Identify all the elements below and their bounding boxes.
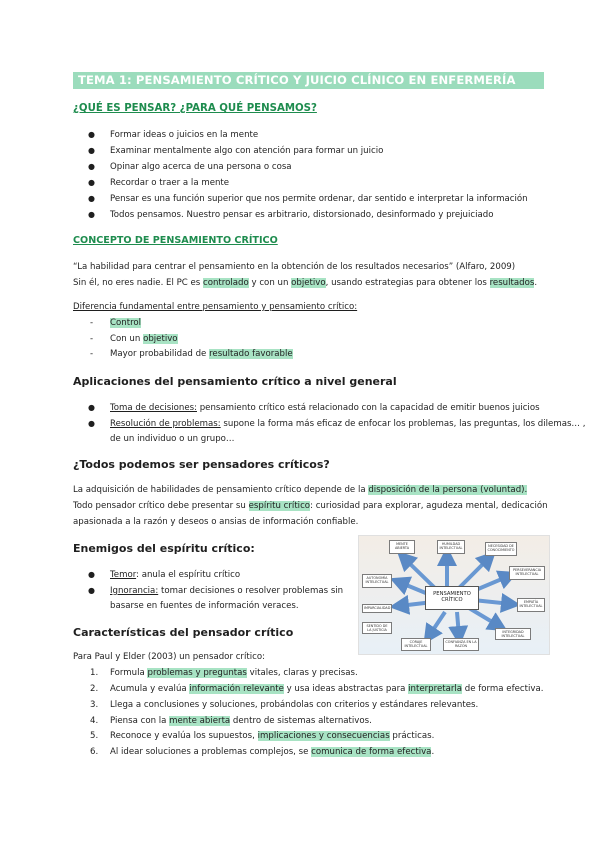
diagram-box: CORAJE INTELECTUAL	[401, 638, 431, 651]
list-item: Opinar algo acerca de una persona o cosa	[110, 162, 292, 172]
page-title: TEMA 1: PENSAMIENTO CRÍTICO Y JUICIO CLÍNICO EN ENFERMERÍA	[78, 73, 516, 87]
bullet-icon: ●	[88, 146, 95, 155]
list-item	[110, 334, 178, 345]
list-item: Examinar mentalmente algo con atención para formar un juicio	[110, 146, 384, 156]
list-item: Pensar es una función superior que nos permite ordenar, dar sentido e interpretar la información	[110, 194, 528, 204]
highlight: controlado	[203, 278, 249, 288]
diagram-box: INTEGRIDAD INTELECTUAL	[495, 628, 531, 640]
list-item	[110, 349, 293, 360]
difference-title: Diferencia fundamental entre pensamiento y pensamiento crítico:	[73, 302, 358, 312]
text: tomar decisiones o resolver problemas sin	[158, 586, 344, 596]
text: Reconoce y evalúa los supuestos,	[110, 731, 258, 741]
highlight: información relevante	[189, 684, 284, 694]
list-item: Formar ideas o juicios en la mente	[110, 130, 259, 140]
bullet-icon: ●	[88, 130, 95, 139]
diagram-box: SENTIDO DE LA JUSTICIA	[362, 622, 392, 634]
list-item	[110, 731, 434, 742]
list-item	[110, 716, 372, 727]
highlight: espíritu crítico	[248, 501, 311, 511]
text: y usa ideas abstractas para	[283, 684, 409, 694]
section-heading-enemigos: Enemigos del espíritu crítico:	[73, 542, 255, 555]
diagram-box: HUMILDAD INTELECTUAL	[437, 540, 465, 554]
bullet-icon: ●	[88, 162, 95, 171]
diagram-box: MENTE ABIERTA	[389, 540, 415, 554]
text: Sin él, no eres nadie. El PC es	[73, 278, 203, 288]
text: La adquisición de habilidades de pensamiento crítico depende de la	[73, 485, 369, 495]
highlight: comunica de forma efectiva	[311, 747, 432, 757]
dash-icon: -	[90, 334, 94, 344]
diagram-center: PENSAMIENTO CRÍTICO	[425, 586, 479, 610]
text: vitales, claras y precisas.	[246, 668, 358, 678]
text: de forma efectiva.	[462, 684, 544, 694]
list-item	[110, 570, 240, 581]
list-item	[110, 318, 141, 329]
text: Acumula y evalúa	[110, 684, 190, 694]
text: , usando estrategias para obtener los	[325, 278, 490, 288]
list-item	[110, 747, 434, 758]
dash-icon: -	[90, 318, 94, 328]
diagram-box: CONFIANZA EN LA RAZÓN	[443, 638, 479, 651]
intro-line: Para Paul y Elder (2003) un pensador crítico:	[73, 652, 265, 662]
highlight: resultado favorable	[209, 349, 293, 359]
section-heading-caracteristicas: Características del pensador crítico	[73, 626, 294, 639]
text: Con un	[110, 334, 144, 344]
list-item: Llega a conclusiones y soluciones, probándolas con criterios y estándares relevantes.	[110, 700, 479, 710]
definition-quote: “La habilidad para centrar el pensamiento en la obtención de los resultados necesarios” (Alfaro, 2009)	[73, 262, 516, 272]
list-item	[110, 668, 358, 679]
bullet-icon: ●	[88, 178, 95, 187]
bullet-icon: ●	[88, 586, 95, 595]
list-item-continuation: basarse en fuentes de información veraces.	[110, 601, 299, 611]
label: Resolución de problemas:	[110, 419, 221, 429]
highlight: mente abierta	[169, 716, 231, 726]
list-item-number: 1.	[90, 668, 99, 678]
list-item-number: 4.	[90, 716, 99, 726]
highlight: objetivo	[143, 334, 178, 344]
text: .	[534, 278, 538, 288]
list-item-number: 3.	[90, 700, 99, 710]
paragraph-line	[73, 501, 548, 512]
label: Temor	[110, 570, 137, 580]
diagram-box: PERSEVERANCIA INTELECTUAL	[509, 566, 545, 580]
definition-line	[73, 278, 537, 289]
text: prácticas.	[389, 731, 435, 741]
list-item	[110, 403, 540, 414]
list-item	[110, 586, 343, 597]
diagram-box: AUTONOMÍA INTELECTUAL	[362, 574, 392, 588]
critical-thinking-diagram	[358, 535, 550, 655]
text: supone la forma más eficaz de enfocar los problemas, las preguntas, los dilemas… ,	[220, 419, 586, 429]
text: Mayor probabilidad de	[110, 349, 210, 359]
list-item-continuation: de un individuo o un grupo…	[110, 434, 235, 444]
diagram-box: EMPATÍA INTELECTUAL	[517, 598, 545, 612]
text: pensamiento crítico está relacionado con la capacidad de emitir buenos juicios	[196, 403, 540, 413]
dash-icon: -	[90, 349, 94, 359]
list-item	[110, 684, 543, 695]
diagram-box: NECESIDAD DE CONOCIMIENTO	[485, 542, 517, 556]
diagram-box: IMPARCIALIDAD	[362, 604, 392, 613]
section-heading-todos: ¿Todos podemos ser pensadores críticos?	[73, 458, 330, 471]
bullet-icon: ●	[88, 403, 95, 412]
text: Piensa con la	[110, 716, 170, 726]
highlight: interpretarla	[408, 684, 463, 694]
text: dentro de sistemas alternativos.	[230, 716, 372, 726]
label: Toma de decisiones:	[110, 403, 197, 413]
highlight: Control	[110, 318, 142, 328]
section-heading-aplicaciones: Aplicaciones del pensamiento crítico a nivel general	[73, 375, 397, 388]
list-item-number: 2.	[90, 684, 99, 694]
list-item: Todos pensamos. Nuestro pensar es arbitrario, distorsionado, desinformado y prejuiciado	[110, 210, 494, 220]
bullet-icon: ●	[88, 570, 95, 579]
text: : anula el espíritu crítico	[136, 570, 241, 580]
bullet-icon: ●	[88, 419, 95, 428]
paragraph-line: apasionada a la razón y deseos o ansias de información confiable.	[73, 517, 359, 527]
text: Al idear soluciones a problemas complejos, se	[110, 747, 312, 757]
highlight: problemas y preguntas	[147, 668, 247, 678]
section-heading-concepto: CONCEPTO DE PENSAMIENTO CRÍTICO	[73, 235, 278, 246]
text: : curiosidad para explorar, agudeza mental, dedicación	[310, 501, 548, 511]
bullet-icon: ●	[88, 210, 95, 219]
list-item	[110, 419, 586, 430]
text: Todo pensador crítico debe presentar su	[73, 501, 249, 511]
text: y con un	[248, 278, 292, 288]
highlight: objetivo	[291, 278, 326, 288]
highlight: implicaciones y consecuencias	[257, 731, 390, 741]
label: Ignorancia:	[110, 586, 159, 596]
bullet-icon: ●	[88, 194, 95, 203]
list-item-number: 6.	[90, 747, 99, 757]
list-item-number: 5.	[90, 731, 99, 741]
text: .	[431, 747, 435, 757]
highlight: resultados	[489, 278, 535, 288]
list-item: Recordar o traer a la mente	[110, 178, 230, 188]
text: Formula	[110, 668, 148, 678]
section-heading-que-es-pensar: ¿QUÉ ES PENSAR? ¿PARA QUÉ PENSAMOS?	[73, 103, 317, 114]
highlight: disposición de la persona (voluntad).	[368, 485, 528, 495]
paragraph-line	[73, 485, 527, 496]
